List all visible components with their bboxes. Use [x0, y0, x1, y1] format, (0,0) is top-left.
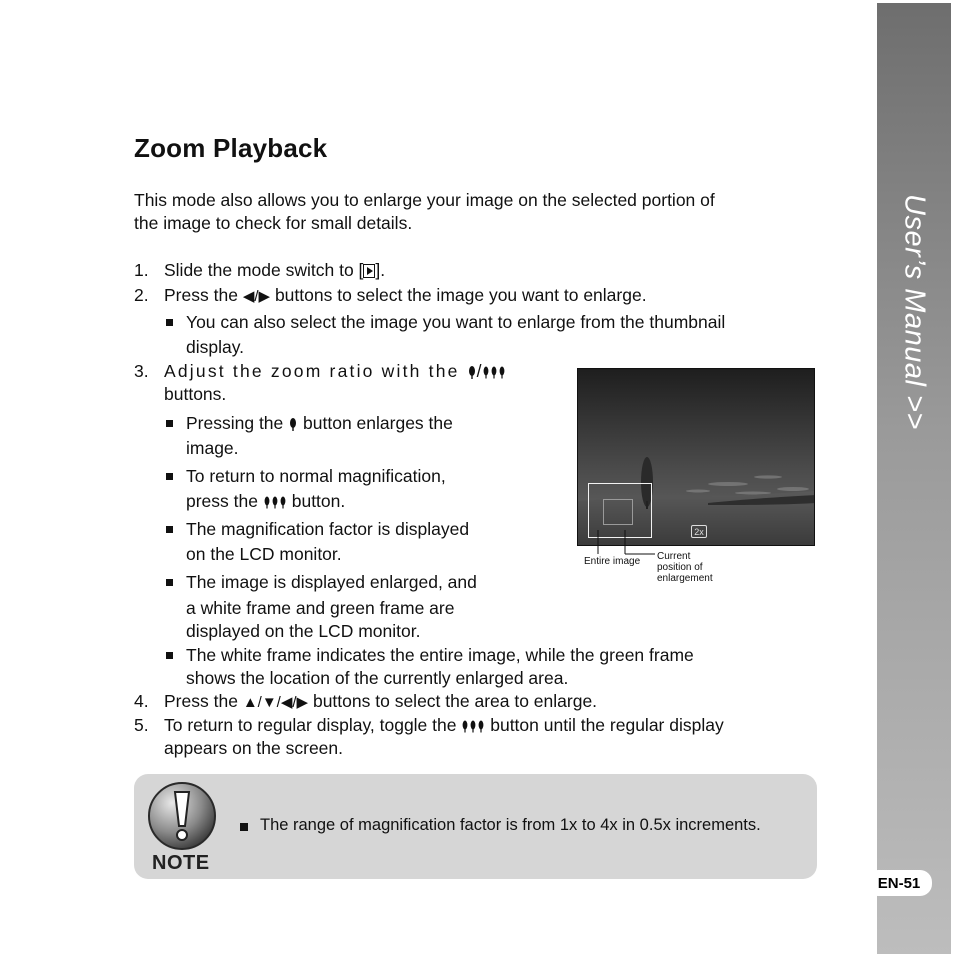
playback-mode-icon: [363, 264, 375, 278]
note-label: NOTE: [152, 852, 210, 874]
zoom-in-icon: [288, 417, 298, 431]
bullet-icon: [166, 420, 173, 427]
step-3-bullet-4-line-2: a white frame and green frame are: [186, 598, 455, 618]
step-3-text-line-2: buttons.: [164, 384, 227, 404]
callout-entire-image: Entire image: [584, 556, 641, 567]
sidebar-band: [877, 3, 951, 954]
bullet-icon: [166, 526, 173, 533]
bullet-icon: [240, 823, 248, 831]
direction-arrows-icon: ▲/▼/◀/▶: [242, 694, 309, 711]
zoom-out-icon: [461, 719, 485, 733]
step-3-number: 3.: [134, 361, 149, 381]
step-4-text-a: Press the: [164, 691, 238, 711]
enlarged-area-frame: [603, 499, 633, 525]
zoom-ratio-indicator: 2x: [691, 525, 707, 538]
step-2-text-a: Press the: [164, 285, 238, 305]
step-2-number: 2.: [134, 285, 149, 305]
step-3-bullet-2-b: button.: [291, 491, 346, 511]
sidebar-title: User’s Manual >>: [898, 194, 931, 430]
step-3-bullet-5-line-1: The white frame indicates the entire image, while the green frame: [186, 645, 694, 665]
zoom-out-icon: [482, 365, 506, 379]
intro-line-2: the image to check for small details.: [134, 213, 413, 233]
step-3-bullet-2-line-2: [186, 490, 345, 513]
bullet-icon: [166, 319, 173, 326]
step-2-bullet-line-1: You can also select the image you want to enlarge from the thumbnail: [186, 312, 726, 332]
intro-line-1: This mode also allows you to enlarge your image on the selected portion of: [134, 190, 715, 210]
step-1-text: [164, 259, 385, 282]
step-3-bullet-1-a: Pressing the: [186, 413, 284, 433]
step-3-bullet-3-line-2: on the LCD monitor.: [186, 544, 342, 564]
step-5-text: [164, 714, 724, 737]
step-4-text: [164, 690, 597, 714]
step-1-text-b: ].: [375, 260, 386, 280]
sidebar-title-wrap: [877, 3, 951, 443]
step-1-text-a: Slide the mode switch to [: [164, 260, 364, 280]
step-3-bullet-5-line-2: shows the location of the currently enlarged area.: [186, 668, 569, 688]
page-title: Zoom Playback: [134, 133, 328, 163]
zoom-out-icon: [263, 495, 287, 509]
step-1-number: 1.: [134, 260, 149, 280]
bullet-icon: [166, 473, 173, 480]
page-number: EN-51: [866, 870, 932, 896]
zoom-in-icon: [467, 365, 477, 379]
step-3-bullet-1-line-1: [186, 412, 453, 435]
step-3-bullet-2-a: press the: [186, 491, 258, 511]
callout-current-position: Current position of enlargement: [657, 551, 713, 584]
step-2-text-b: buttons to select the image you want to enlarge.: [274, 285, 647, 305]
step-3-text: Adjust the zoom ratio with the /: [164, 360, 506, 383]
step-4-number: 4.: [134, 691, 149, 711]
step-5-text-b: button until the regular display: [490, 715, 724, 735]
step-5-number: 5.: [134, 715, 149, 735]
step-3-bullet-4-line-1: The image is displayed enlarged, and: [186, 572, 477, 592]
step-3-text-a: Adjust the zoom ratio with the: [164, 361, 460, 381]
step-4-text-b: buttons to select the area to enlarge.: [312, 691, 598, 711]
note-text: The range of magnification factor is from 1x to 4x in 0.5x increments.: [260, 816, 761, 834]
left-right-arrows-icon: ◀/▶: [242, 288, 271, 305]
step-2-bullet-line-2: display.: [186, 337, 245, 357]
step-3-bullet-3-line-1: The magnification factor is displayed: [186, 519, 470, 539]
step-3-bullet-1-b: button enlarges the: [303, 413, 453, 433]
step-3-bullet-4-line-3: displayed on the LCD monitor.: [186, 621, 421, 641]
bullet-icon: [166, 579, 173, 586]
note-badge: [146, 780, 218, 876]
exclamation-icon: [146, 780, 218, 854]
step-3-bullet-2-line-1: To return to normal magnification,: [186, 466, 446, 486]
step-3-bullet-1-line-2: image.: [186, 438, 239, 458]
lcd-preview-image: [577, 368, 815, 546]
step-5-text-a: To return to regular display, toggle the: [164, 715, 457, 735]
step-2-text: [164, 284, 647, 308]
note-box: [134, 774, 817, 879]
bullet-icon: [166, 652, 173, 659]
step-5-text-line-2: appears on the screen.: [164, 738, 344, 758]
